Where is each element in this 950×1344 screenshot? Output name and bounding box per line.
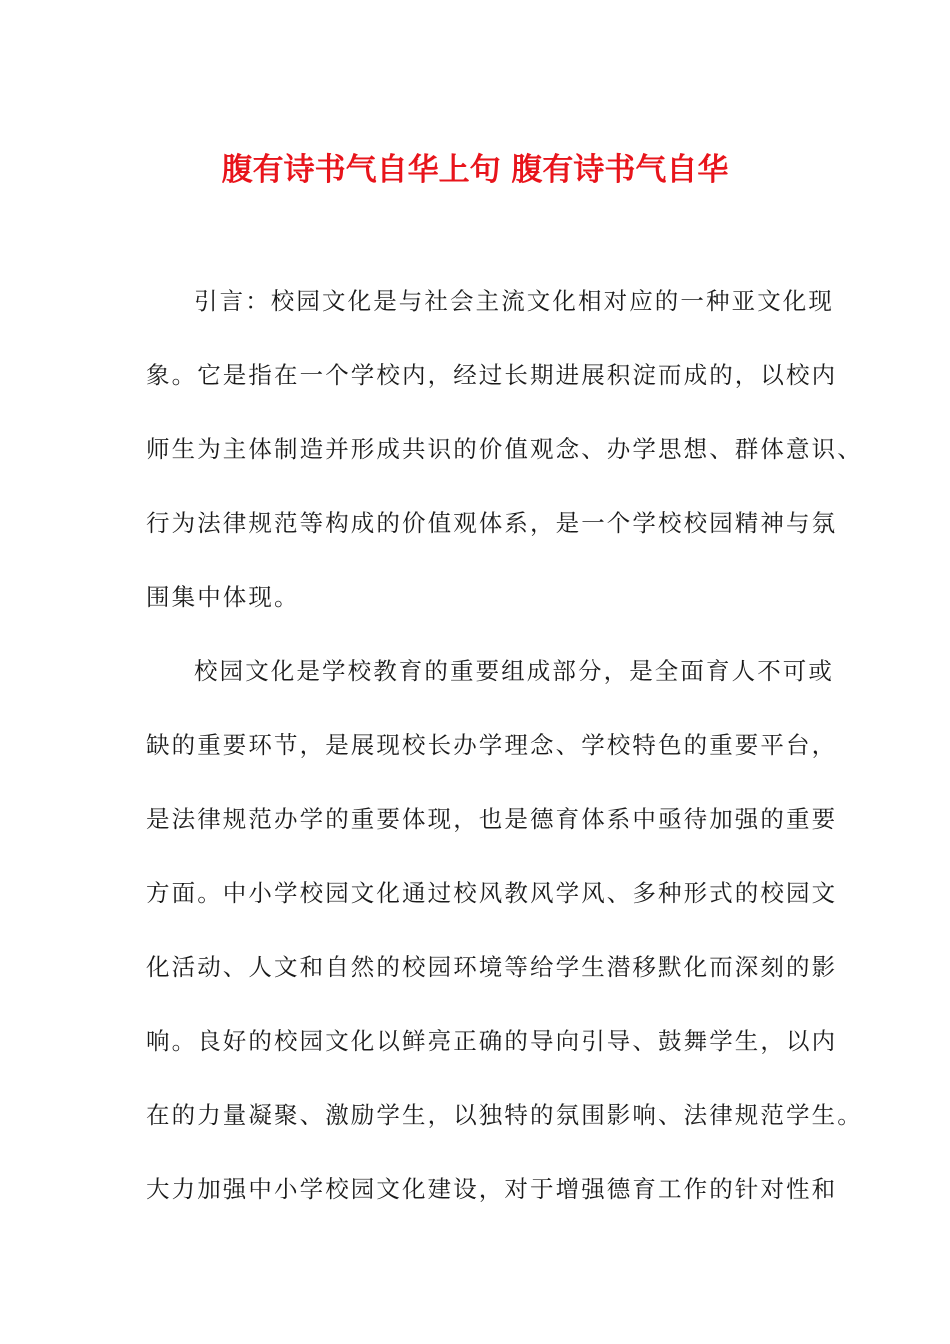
paragraph-line: 化活动、人文和自然的校园环境等给学生潜移默化而深刻的影 [146,953,838,981]
paragraph-line: 响。良好的校园文化以鲜亮正确的导向引导、鼓舞学生，以内 [146,1027,838,1055]
paragraph-line: 校园文化是学校教育的重要组成部分，是全面育人不可或 [194,657,834,685]
paragraph-line: 围集中体现。 [146,583,300,611]
paragraph-line: 行为法律规范等构成的价值观体系，是一个学校校园精神与氛 [146,509,838,537]
document-title: 腹有诗书气自华上句 腹有诗书气自华 [221,152,729,188]
paragraph-line: 象。它是指在一个学校内，经过长期进展积淀而成的，以校内 [146,361,838,389]
paragraph-line: 在的力量凝聚、激励学生，以独特的氛围影响、法律规范学生。 [146,1101,863,1129]
paragraph-line: 是法律规范办学的重要体现，也是德育体系中亟待加强的重要 [146,805,838,833]
paragraph-line: 大力加强中小学校园文化建设，对于增强德育工作的针对性和 [146,1175,838,1203]
paragraph-line: 缺的重要环节，是展现校长办学理念、学校特色的重要平台， [146,731,838,759]
paragraph-line: 师生为主体制造并形成共识的价值观念、办学思想、群体意识、 [146,435,863,463]
paragraph-intro [146,271,863,641]
document-body [146,271,863,1233]
paragraph-line: 方面。中小学校园文化通过校风教风学风、多种形式的校园文 [146,879,838,907]
paragraph-line: 引言：校园文化是与社会主流文化相对应的一种亚文化现 [194,287,834,315]
paragraph-campus-culture [146,641,863,1233]
